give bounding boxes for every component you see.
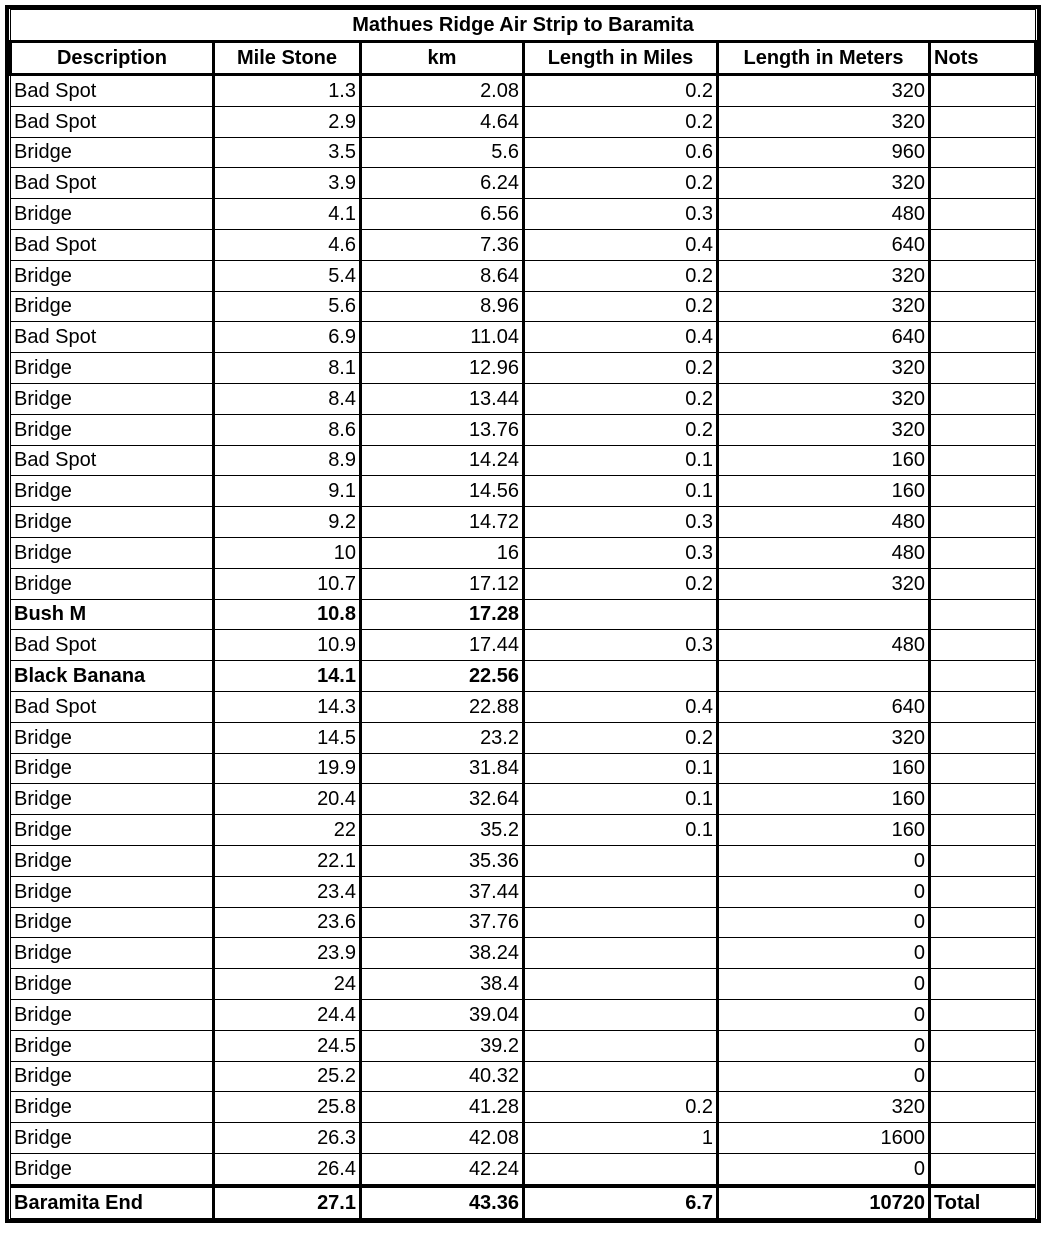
cell-length-miles: 0.2 [524,260,718,291]
cell-km: 32.64 [361,784,524,815]
cell-description: Bridge [11,1123,214,1154]
cell-length-meters: 0 [718,845,930,876]
table-row [11,199,1036,230]
cell-description: Bridge [11,537,214,568]
cell-description: Bush M [11,599,214,630]
cell-km: 40.32 [361,1061,524,1092]
cell-description: Bad Spot [11,106,214,137]
cell-mile-stone: 9.2 [214,507,361,538]
cell-description: Bridge [11,260,214,291]
cell-length-meters [718,599,930,630]
cell-mile-stone: 24.5 [214,1030,361,1061]
cell-length-miles: 0.1 [524,753,718,784]
cell-mile-stone: 2.9 [214,106,361,137]
cell-mile-stone: 6.9 [214,322,361,353]
header-description: Description [11,42,214,75]
cell-km: 8.64 [361,260,524,291]
cell-length-miles: 0.1 [524,445,718,476]
cell-length-meters: 480 [718,537,930,568]
table-row [11,969,1036,1000]
cell-notes [930,630,1036,661]
cell-description: Bridge [11,291,214,322]
table-row [11,815,1036,846]
cell-notes [930,1153,1036,1185]
total-length-miles: 6.7 [524,1186,718,1219]
cell-length-meters: 480 [718,630,930,661]
cell-length-miles [524,1153,718,1185]
table-row [11,876,1036,907]
cell-km: 17.44 [361,630,524,661]
table-row [11,907,1036,938]
total-mile-stone: 27.1 [214,1186,361,1219]
cell-length-meters: 160 [718,784,930,815]
cell-length-miles: 0.3 [524,199,718,230]
cell-mile-stone: 4.1 [214,199,361,230]
total-km: 43.36 [361,1186,524,1219]
cell-km: 42.08 [361,1123,524,1154]
cell-description: Bad Spot [11,75,214,107]
table-row [11,537,1036,568]
cell-mile-stone: 1.3 [214,75,361,107]
cell-description: Bridge [11,1061,214,1092]
cell-notes [930,1030,1036,1061]
cell-length-miles [524,969,718,1000]
cell-length-miles: 0.2 [524,383,718,414]
table-row [11,322,1036,353]
cell-length-meters: 160 [718,476,930,507]
table-row [11,260,1036,291]
cell-km: 22.56 [361,661,524,692]
table-row [11,476,1036,507]
cell-mile-stone: 14.1 [214,661,361,692]
cell-length-miles: 0.2 [524,75,718,107]
cell-length-meters: 1600 [718,1123,930,1154]
cell-length-miles: 0.2 [524,106,718,137]
cell-length-miles [524,845,718,876]
cell-mile-stone: 23.4 [214,876,361,907]
table-row [11,691,1036,722]
cell-length-miles [524,999,718,1030]
cell-mile-stone: 10 [214,537,361,568]
cell-length-miles: 0.2 [524,353,718,384]
cell-notes [930,291,1036,322]
table-row [11,1123,1036,1154]
cell-mile-stone: 26.4 [214,1153,361,1185]
cell-length-meters: 640 [718,322,930,353]
cell-notes [930,815,1036,846]
cell-km: 7.36 [361,229,524,260]
cell-length-meters: 320 [718,1092,930,1123]
cell-length-meters: 960 [718,137,930,168]
cell-notes [930,168,1036,199]
cell-km: 31.84 [361,753,524,784]
cell-length-miles: 0.4 [524,322,718,353]
cell-description: Bridge [11,507,214,538]
cell-mile-stone: 8.9 [214,445,361,476]
cell-notes [930,353,1036,384]
cell-notes [930,199,1036,230]
cell-length-miles: 0.6 [524,137,718,168]
cell-mile-stone: 22 [214,815,361,846]
cell-mile-stone: 10.7 [214,568,361,599]
cell-length-meters: 0 [718,1061,930,1092]
cell-length-miles [524,876,718,907]
cell-notes [930,137,1036,168]
table-row [11,999,1036,1030]
cell-length-meters: 0 [718,876,930,907]
table-row [11,414,1036,445]
table-row [11,722,1036,753]
cell-length-miles: 0.2 [524,291,718,322]
cell-length-miles: 0.1 [524,815,718,846]
header-length-miles: Length in Miles [524,42,718,75]
cell-notes [930,229,1036,260]
cell-description: Bridge [11,999,214,1030]
cell-length-meters: 160 [718,815,930,846]
header-row [11,42,1036,75]
cell-mile-stone: 23.6 [214,907,361,938]
cell-km: 13.44 [361,383,524,414]
cell-mile-stone: 14.5 [214,722,361,753]
cell-mile-stone: 19.9 [214,753,361,784]
cell-mile-stone: 3.5 [214,137,361,168]
table-row [11,938,1036,969]
cell-description: Bad Spot [11,322,214,353]
cell-km: 23.2 [361,722,524,753]
cell-mile-stone: 8.1 [214,353,361,384]
cell-description: Bridge [11,353,214,384]
cell-length-miles [524,599,718,630]
cell-km: 12.96 [361,353,524,384]
cell-length-meters: 320 [718,414,930,445]
cell-km: 14.72 [361,507,524,538]
table-row [11,1030,1036,1061]
total-description: Baramita End [11,1186,214,1219]
cell-notes [930,691,1036,722]
cell-length-meters: 160 [718,445,930,476]
cell-notes [930,845,1036,876]
cell-mile-stone: 3.9 [214,168,361,199]
cell-km: 2.08 [361,75,524,107]
distance-table [9,9,1037,1219]
cell-length-miles: 0.4 [524,691,718,722]
header-km: km [361,42,524,75]
cell-description: Bridge [11,383,214,414]
cell-km: 5.6 [361,137,524,168]
cell-description: Bridge [11,969,214,1000]
cell-length-miles [524,1030,718,1061]
total-row [11,1186,1036,1219]
cell-length-meters: 160 [718,753,930,784]
cell-length-meters: 0 [718,1030,930,1061]
cell-length-miles: 0.3 [524,537,718,568]
cell-length-meters: 320 [718,291,930,322]
cell-description: Bridge [11,137,214,168]
cell-notes [930,907,1036,938]
cell-description: Bridge [11,476,214,507]
cell-km: 13.76 [361,414,524,445]
cell-length-meters: 0 [718,1153,930,1185]
cell-description: Bridge [11,753,214,784]
cell-notes [930,722,1036,753]
cell-length-miles: 0.2 [524,568,718,599]
cell-description: Bridge [11,1092,214,1123]
cell-length-meters: 320 [718,722,930,753]
cell-km: 37.44 [361,876,524,907]
cell-description: Bridge [11,1153,214,1185]
cell-length-meters: 640 [718,691,930,722]
cell-length-miles: 0.2 [524,414,718,445]
cell-km: 4.64 [361,106,524,137]
cell-length-meters: 320 [718,106,930,137]
cell-mile-stone: 23.9 [214,938,361,969]
cell-length-miles: 0.2 [524,168,718,199]
cell-notes [930,1061,1036,1092]
cell-length-meters: 0 [718,938,930,969]
cell-description: Black Banana [11,661,214,692]
table-row [11,661,1036,692]
table-row [11,75,1036,107]
cell-length-miles: 0.1 [524,784,718,815]
header-length-meters: Length in Meters [718,42,930,75]
table-row [11,106,1036,137]
cell-length-meters: 320 [718,75,930,107]
table-body [11,75,1036,1186]
cell-mile-stone: 25.2 [214,1061,361,1092]
cell-km: 16 [361,537,524,568]
cell-notes [930,599,1036,630]
cell-notes [930,999,1036,1030]
cell-km: 39.04 [361,999,524,1030]
cell-mile-stone: 8.4 [214,383,361,414]
cell-km: 14.24 [361,445,524,476]
cell-length-miles: 0.1 [524,476,718,507]
cell-km: 39.2 [361,1030,524,1061]
table-row [11,784,1036,815]
cell-description: Bridge [11,722,214,753]
table-row [11,568,1036,599]
table-row [11,383,1036,414]
header-mile-stone: Mile Stone [214,42,361,75]
table-row [11,1153,1036,1185]
title-row [11,10,1036,42]
cell-mile-stone: 24.4 [214,999,361,1030]
cell-mile-stone: 5.6 [214,291,361,322]
cell-length-meters: 640 [718,229,930,260]
cell-notes [930,476,1036,507]
table-row [11,353,1036,384]
cell-length-meters: 320 [718,568,930,599]
cell-mile-stone: 4.6 [214,229,361,260]
cell-notes [930,784,1036,815]
cell-km: 38.24 [361,938,524,969]
table-row [11,845,1036,876]
cell-description: Bridge [11,876,214,907]
cell-description: Bridge [11,199,214,230]
cell-notes [930,507,1036,538]
header-notes: Nots [930,42,1036,75]
table-row [11,168,1036,199]
cell-length-miles: 0.2 [524,722,718,753]
cell-description: Bad Spot [11,168,214,199]
table-row [11,630,1036,661]
cell-notes [930,969,1036,1000]
total-notes: Total [930,1186,1036,1219]
cell-length-miles: 0.3 [524,507,718,538]
cell-length-meters: 320 [718,168,930,199]
cell-length-meters [718,661,930,692]
cell-description: Bad Spot [11,630,214,661]
cell-description: Bridge [11,907,214,938]
cell-km: 14.56 [361,476,524,507]
cell-mile-stone: 5.4 [214,260,361,291]
cell-km: 38.4 [361,969,524,1000]
cell-length-meters: 320 [718,260,930,291]
cell-notes [930,106,1036,137]
cell-mile-stone: 10.9 [214,630,361,661]
cell-mile-stone: 26.3 [214,1123,361,1154]
cell-length-miles: 0.2 [524,1092,718,1123]
cell-km: 41.28 [361,1092,524,1123]
cell-description: Bad Spot [11,445,214,476]
cell-length-meters: 0 [718,907,930,938]
cell-notes [930,661,1036,692]
cell-mile-stone: 8.6 [214,414,361,445]
cell-description: Bridge [11,938,214,969]
cell-length-miles [524,661,718,692]
cell-mile-stone: 22.1 [214,845,361,876]
cell-notes [930,938,1036,969]
table-row [11,753,1036,784]
cell-notes [930,753,1036,784]
cell-mile-stone: 25.8 [214,1092,361,1123]
cell-length-meters: 320 [718,353,930,384]
cell-description: Bridge [11,784,214,815]
cell-km: 17.12 [361,568,524,599]
cell-mile-stone: 10.8 [214,599,361,630]
cell-description: Bridge [11,845,214,876]
table-row [11,599,1036,630]
cell-km: 35.2 [361,815,524,846]
cell-notes [930,383,1036,414]
cell-km: 6.24 [361,168,524,199]
cell-notes [930,414,1036,445]
cell-length-miles [524,907,718,938]
cell-mile-stone: 24 [214,969,361,1000]
cell-length-meters: 480 [718,199,930,230]
cell-mile-stone: 20.4 [214,784,361,815]
cell-km: 42.24 [361,1153,524,1185]
cell-length-meters: 0 [718,999,930,1030]
table-row [11,1061,1036,1092]
spreadsheet-table [5,5,1041,1223]
cell-length-miles: 0.4 [524,229,718,260]
cell-length-miles: 0.3 [524,630,718,661]
cell-description: Bridge [11,568,214,599]
cell-km: 35.36 [361,845,524,876]
cell-km: 37.76 [361,907,524,938]
cell-mile-stone: 9.1 [214,476,361,507]
cell-length-meters: 320 [718,383,930,414]
cell-notes [930,568,1036,599]
cell-notes [930,260,1036,291]
cell-notes [930,322,1036,353]
cell-notes [930,75,1036,107]
cell-km: 17.28 [361,599,524,630]
cell-km: 11.04 [361,322,524,353]
cell-description: Bridge [11,414,214,445]
total-length-meters: 10720 [718,1186,930,1219]
cell-length-meters: 480 [718,507,930,538]
cell-km: 8.96 [361,291,524,322]
cell-description: Bridge [11,815,214,846]
cell-notes [930,1123,1036,1154]
cell-length-meters: 0 [718,969,930,1000]
sheet-title: Mathues Ridge Air Strip to Baramita [11,10,1036,42]
table-row [11,445,1036,476]
table-row [11,507,1036,538]
cell-description: Bridge [11,1030,214,1061]
cell-description: Bad Spot [11,691,214,722]
cell-mile-stone: 14.3 [214,691,361,722]
table-row [11,229,1036,260]
table-row [11,291,1036,322]
cell-notes [930,445,1036,476]
cell-km: 6.56 [361,199,524,230]
cell-notes [930,876,1036,907]
table-row [11,137,1036,168]
table-row [11,1092,1036,1123]
cell-length-miles: 1 [524,1123,718,1154]
cell-km: 22.88 [361,691,524,722]
cell-length-miles [524,1061,718,1092]
cell-length-miles [524,938,718,969]
cell-notes [930,537,1036,568]
cell-notes [930,1092,1036,1123]
cell-description: Bad Spot [11,229,214,260]
